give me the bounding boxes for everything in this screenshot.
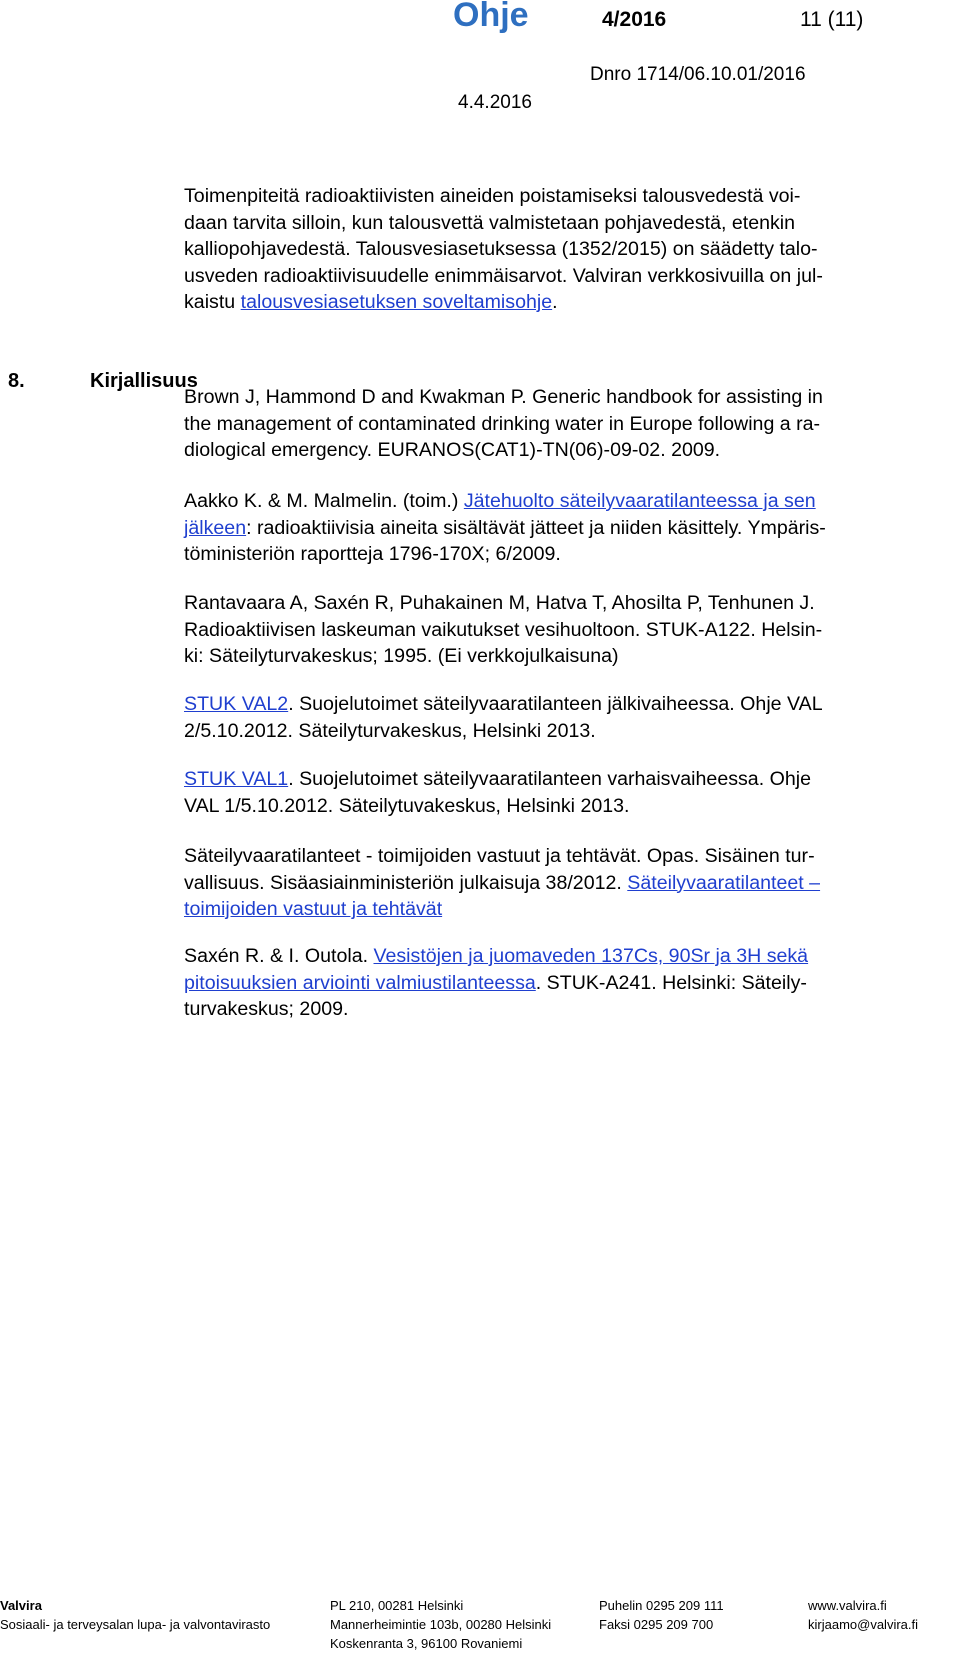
reference-item: Saxén R. & I. Outola. Vesistöjen ja juomaveden 137Cs, 90Sr ja 3H sekä pitoisuuksien arviointi valmiustilanteessa. STUK-A241. Helsinki: Säteily- turvakeskus; 2009. xyxy=(184,945,809,1020)
section-title: Kirjallisuus xyxy=(90,370,198,392)
reference-item: Säteilyvaaratilanteet - toimijoiden vastuut ja tehtävät. Opas. Sisäinen tur- vallisuus. Sisäasiainministeriön julkaisuja 38/2012. Säteilyvaaratilanteet – toimijoiden vastuut ja tehtävät xyxy=(184,845,821,920)
footer-email[interactable]: kirjaamo@valvira.fi xyxy=(808,1617,918,1632)
sateilyvaaratilanteet-link[interactable]: Säteilyvaaratilanteet – xyxy=(627,871,821,894)
soveltamisohje-link[interactable]: talousvesiasetuksen soveltamisohje xyxy=(240,291,553,313)
intro-line: daan tarvita silloin, kun talousvettä valmistetaan pohjavedestä, etenkin xyxy=(184,211,796,234)
jatehuolto-link[interactable]: Jätehuolto säteilyvaaratilanteessa ja sen xyxy=(463,490,816,512)
footer-fax: Faksi 0295 209 700 xyxy=(599,1617,714,1632)
page-number: 11 (11) xyxy=(800,8,864,31)
intro-line: kaistu talousvesiasetuksen soveltamisohje. xyxy=(184,291,558,313)
reference-item: Aakko K. & M. Malmelin. (toim.) Jätehuolto säteilyvaaratilanteessa ja sen jälkeen: radioaktiivisia aineita sisältävät jätteet ja niiden käsittely. Ympäris- töministeriön raportteja 1796-170X; 6/2009. xyxy=(184,490,826,565)
intro-line: kalliopohjavedestä. Talousvesiasetuksessa (1352/2015) on säädetty talo- xyxy=(184,238,818,260)
reference-item: Rantavaara A, Saxén R, Puhakainen M, Hatva T, Ahosilta P, Tenhunen J. Radioaktiivisen laskeuman vaikutukset vesihuoltoon. STUK-A122. Helsin- ki: Säteilyturvakeskus; 1995. (Ei verkkojulkaisuna) xyxy=(184,592,823,667)
reference-item: Brown J, Hammond D and Kwakman P. Generic handbook for assisting in the management of contaminated drinking water in Europe following a ra- diological emergency. EURANOS(CAT1)-TN(06)-09-02. 2009. xyxy=(184,386,823,461)
footer-org-description: Sosiaali- ja terveysalan lupa- ja valvontavirasto xyxy=(0,1617,271,1632)
intro-paragraph xyxy=(184,183,944,316)
footer-org-name: Valvira xyxy=(0,1598,42,1613)
document-type: Ohje xyxy=(453,0,529,34)
footer-address: PL 210, 00281 Helsinki Mannerheimintie 103b, 00280 Helsinki Koskenranta 3, 96100 Rovaniemi xyxy=(330,1598,552,1651)
sateilyvaaratilanteet-link-continued[interactable]: toimijoiden vastuut ja tehtävät xyxy=(184,898,443,920)
jatehuolto-link-continued[interactable]: jälkeen xyxy=(184,516,247,539)
footer-phone: Puhelin 0295 209 111 xyxy=(599,1598,724,1613)
footer-web xyxy=(808,1596,918,1634)
vesistojen-link-continued[interactable]: pitoisuuksien arviointi valmiustilanteessa xyxy=(184,971,536,994)
document-number: 4/2016 xyxy=(602,8,667,31)
reference-item: STUK VAL1. Suojelutoimet säteilyvaaratilanteen varhaisvaiheessa. Ohje VAL 1/5.10.2012. Säteilytuvakeskus, Helsinki 2013. xyxy=(184,768,811,817)
footer-contact xyxy=(599,1596,724,1634)
intro-line: Toimenpiteitä radioaktiivisten aineiden poistamiseksi talousvedestä voi- xyxy=(184,185,801,207)
section-heading xyxy=(8,370,198,393)
vesistojen-link[interactable]: Vesistöjen ja juomaveden 137Cs, 90Sr ja 3H sekä xyxy=(373,945,809,967)
intro-line: usveden radioaktiivisuudelle enimmäisarvot. Valviran verkkosivuilla on jul- xyxy=(184,264,823,287)
stuk-val2-link[interactable]: STUK VAL2 xyxy=(184,693,289,715)
record-number: Dnro 1714/06.10.01/2016 xyxy=(590,64,806,85)
footer-org xyxy=(0,1596,270,1634)
footer-website[interactable]: www.valvira.fi xyxy=(808,1598,887,1613)
document-date: 4.4.2016 xyxy=(458,92,532,113)
section-number: 8. xyxy=(8,370,25,392)
stuk-val1-link[interactable]: STUK VAL1 xyxy=(184,768,289,790)
reference-item: STUK VAL2. Suojelutoimet säteilyvaaratilanteen jälkivaiheessa. Ohje VAL 2/5.10.2012. Säteilyturvakeskus, Helsinki 2013. xyxy=(184,693,823,742)
